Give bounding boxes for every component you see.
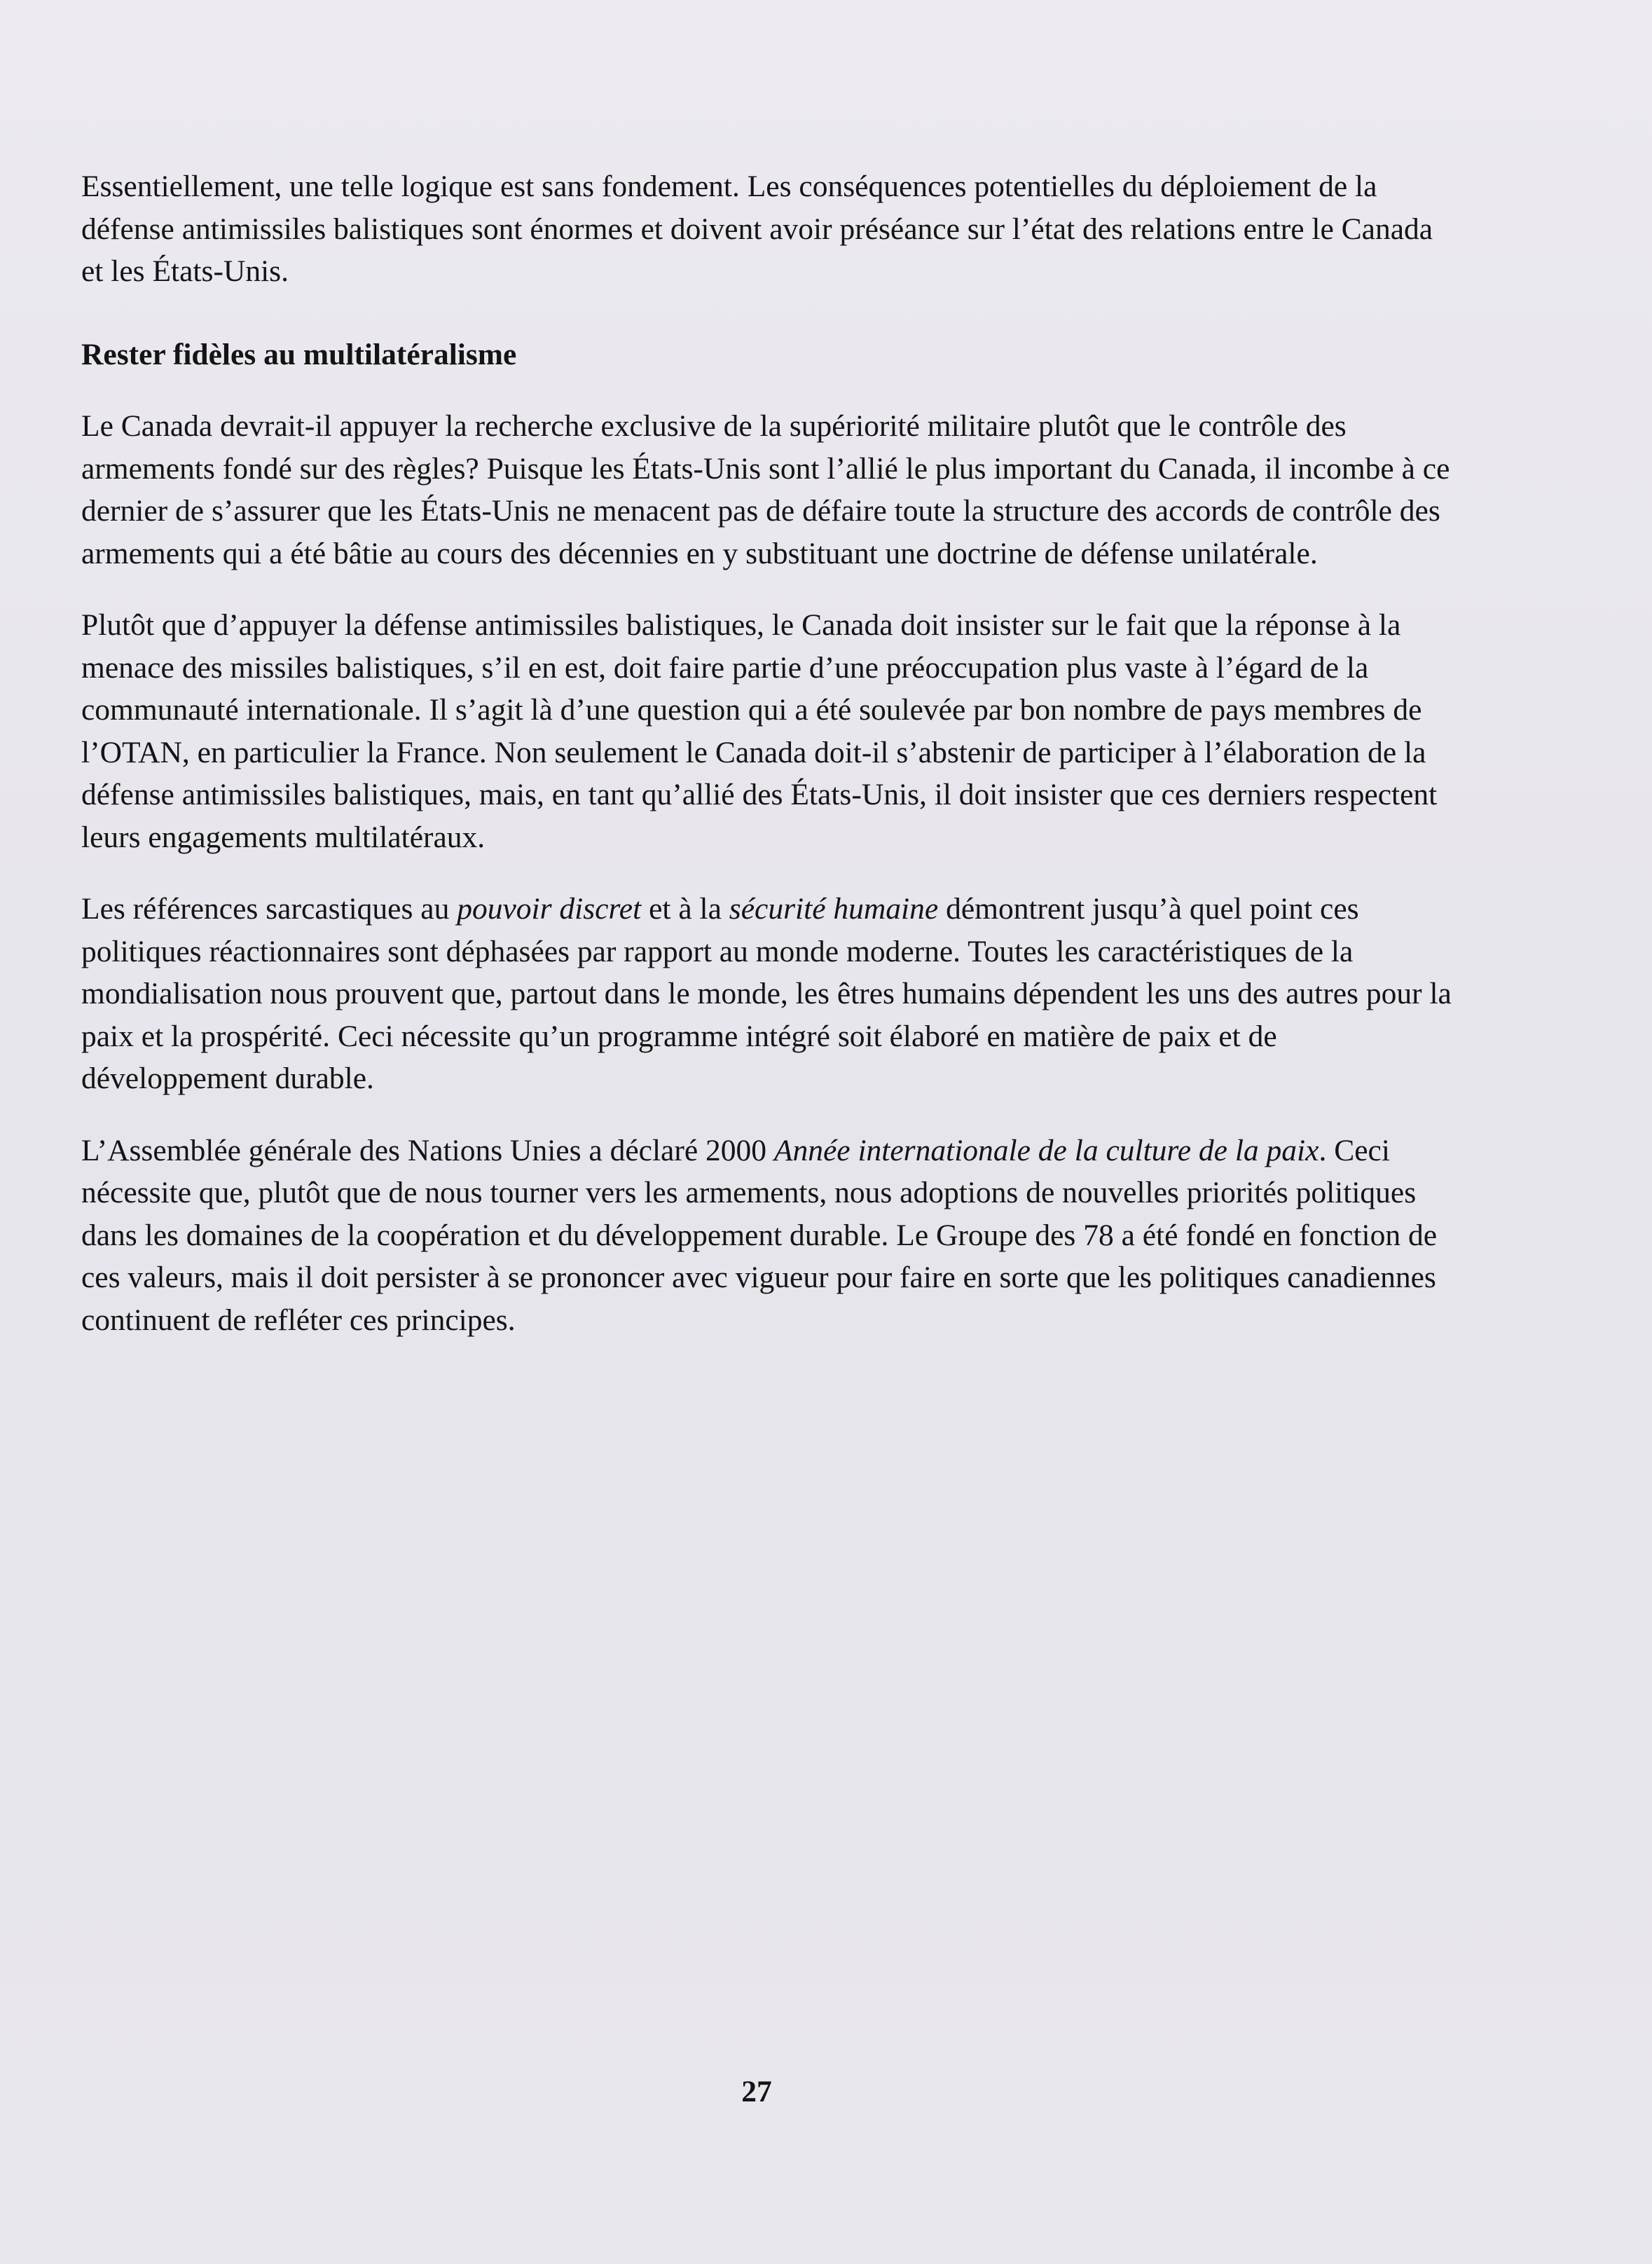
paragraph-5-emphasis: Année internationale de la culture de la paix [773, 1133, 1319, 1167]
paragraph-2: Le Canada devrait-il appuyer la recherche exclusive de la supériorité militaire plutôt que le contrôle des armements fondé sur des règles? Puisque les États-Unis sont l’allié le plus important du Canada, il incombe à ce dernier de s’assurer que les États-Unis ne menacent pas de défaire toute la structure des accords de contrôle des armements qui a été bâtie au cours des décennies en y substituant une doctrine de défense unilatérale. [81, 409, 1450, 570]
paragraph-4-text-b: et à la [641, 892, 729, 926]
paragraph-4-emphasis-b: sécurité humaine [729, 892, 939, 926]
paragraph-4-text-a: Les références sarcastiques au [81, 892, 457, 926]
paragraph-5 [81, 1130, 1454, 1342]
paragraph-4-text-c: démontrent jusqu’à quel point ces politiques réactionnaires sont déphasées par rapport au monde moderne. Toutes les caractéristiques de la mondialisation nous prouvent que, partout dans le monde, les êtres humains dépendent les uns des autres pour la paix et la prospérité. Ceci nécessite qu’un programme intégré soit élaboré en matière de paix et de développement durable. [81, 892, 1452, 1095]
paragraph-1: Essentiellement, une telle logique est sans fondement. Les conséquences potentielles du déploiement de la défense antimissiles balistiques sont énormes et doivent avoir préséance sur l’état des relations entre le Canada et les États-Unis. [81, 170, 1433, 288]
page-number: 27 [741, 2075, 772, 2108]
page-body [81, 165, 1454, 1341]
paragraph-3: Plutôt que d’appuyer la défense antimissiles balistiques, le Canada doit insister sur le fait que la réponse à la menace des missiles balistiques, s’il en est, doit faire partie d’une préoccupation plus vaste à l’égard de la communauté internationale. Il s’agit là d’une question qui a été soulevée par bon nombre de pays membres de l’OTAN, en particulier la France. Non seulement le Canada doit-il s’abstenir de participer à l’élaboration de la défense antimissiles balistiques, mais, en tant qu’allié des États-Unis, il doit insister que ces derniers respectent leurs engagements multilatéraux. [81, 608, 1438, 854]
section-heading: Rester fidèles au multilatéralisme [81, 337, 517, 371]
paragraph-5-text-a: L’Assemblée générale des Nations Unies a déclaré 2000 [81, 1133, 774, 1167]
paragraph-4 [81, 888, 1454, 1100]
paragraph-5-text-b: . Ceci nécessite que, plutôt que de nous tourner vers les armements, nous adoptions de nouvelles priorités politiques dans les domaines de la coopération et du développement durable. Le Groupe des 78 a été fondé en fonction de ces valeurs, mais il doit persister à se prononcer avec vigueur pour faire en sorte que les politiques canadiennes continuent de refléter ces principes. [81, 1133, 1438, 1337]
paragraph-4-emphasis-a: pouvoir discret [457, 892, 642, 926]
